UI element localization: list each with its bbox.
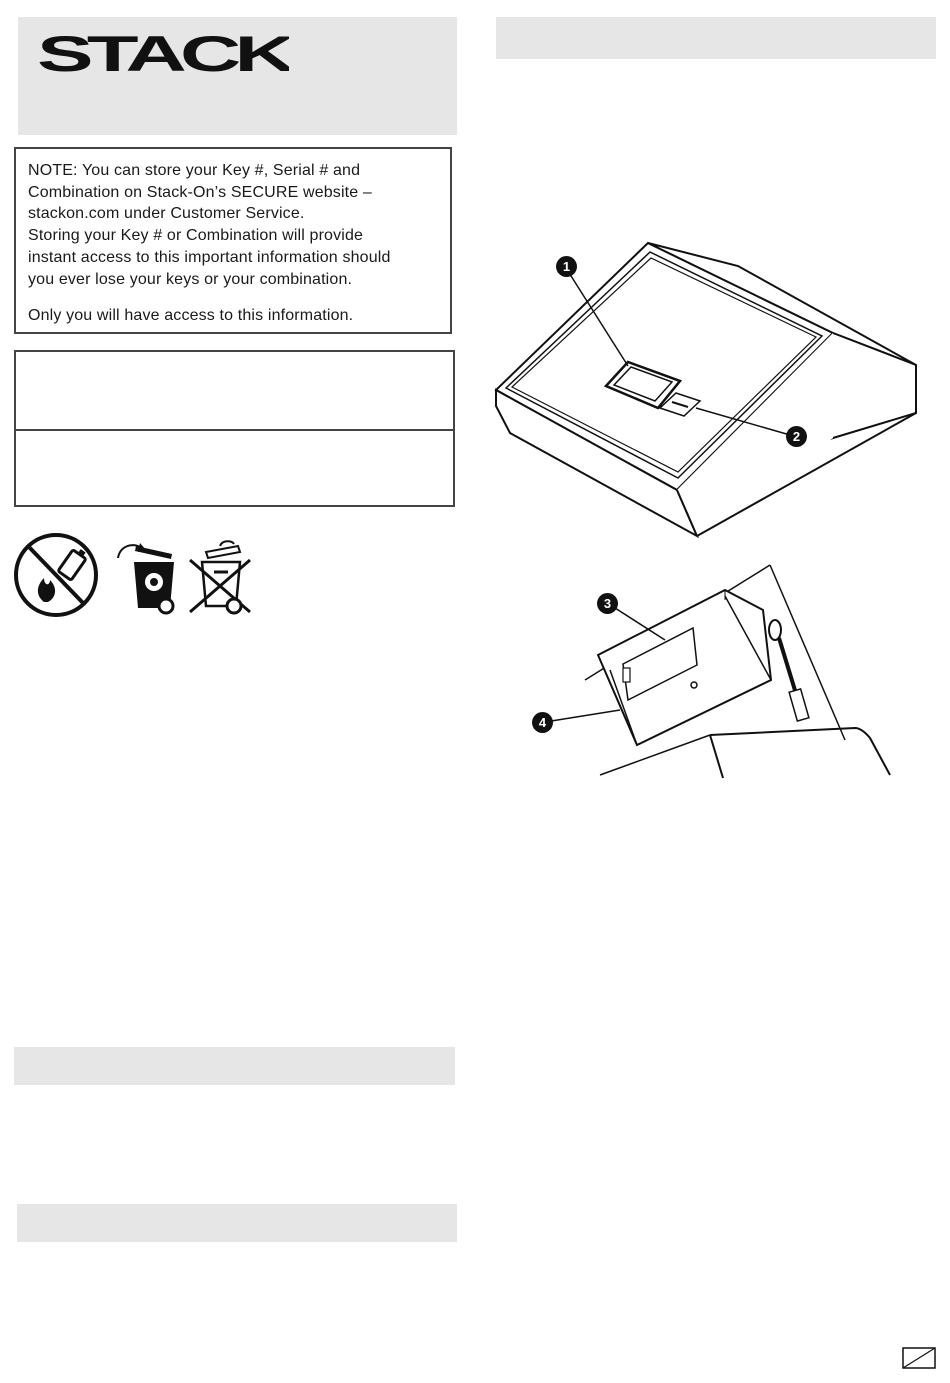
note-box <box>14 147 452 334</box>
callout-2: 2 <box>786 426 807 447</box>
svg-text:STACK: STACK <box>37 30 289 74</box>
no-battery-fire-icon <box>16 535 96 615</box>
note-line-4: Storing your Key # or Combination will provide <box>28 227 364 245</box>
note-line-2: Combination on Stack-On’s SECURE website – <box>28 183 372 201</box>
callout-1: 1 <box>556 256 577 277</box>
safe-diagram-interior <box>525 560 900 780</box>
gas-strut <box>769 620 809 721</box>
note-line-6: you ever lose your keys or your combination. <box>28 270 353 288</box>
section-bar-left-1 <box>14 1047 455 1085</box>
note-line-5: instant access to this important information should <box>28 248 391 266</box>
callout-3: 3 <box>597 593 618 614</box>
note-line-1: NOTE: You can store your Key #, Serial # and <box>28 162 361 179</box>
note-privacy: Only you will have access to this information. <box>28 307 354 325</box>
disposal-icons <box>14 532 254 618</box>
safe-diagram-top <box>488 238 928 540</box>
callout-4: 4 <box>532 712 553 733</box>
note-line-3: stackon.com under Customer Service. <box>28 205 305 223</box>
crossed-out-bin-icon <box>190 541 250 613</box>
stack-on-logo <box>37 30 289 74</box>
page-corner-mark <box>902 1347 936 1369</box>
section-bar-right <box>496 17 936 59</box>
recycle-bin-icon <box>118 543 174 613</box>
record-divider <box>16 429 453 431</box>
record-box <box>14 350 455 507</box>
section-bar-left-2 <box>17 1204 457 1242</box>
